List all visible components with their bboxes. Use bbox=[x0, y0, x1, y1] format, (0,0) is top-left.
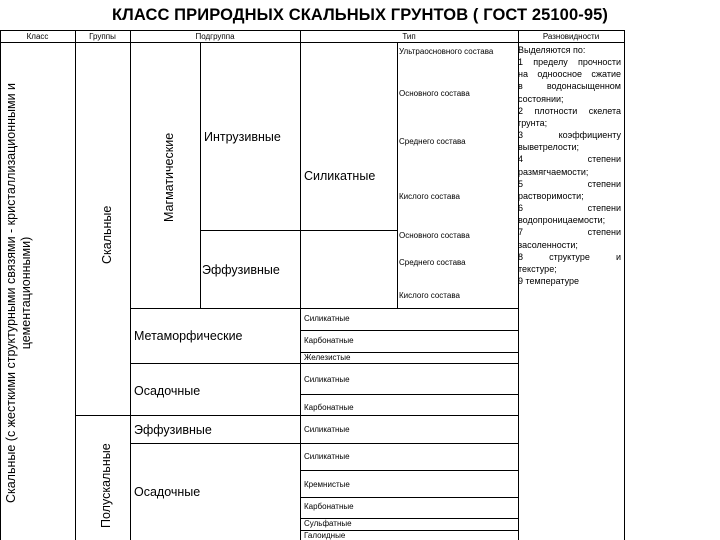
class-label-text: Скальные (с жесткими структурными связями - кристаллизационными и цементационными) bbox=[4, 82, 33, 504]
varieties-item: 9 температуре bbox=[518, 275, 580, 286]
type-met-carbonate: Карбонатные bbox=[304, 336, 354, 345]
subgroup-semi-sedimentary: Осадочные bbox=[134, 485, 201, 499]
type-medium: Среднего состава bbox=[399, 137, 466, 146]
varieties-item: состоянии; bbox=[518, 93, 564, 104]
header-type: Тип bbox=[402, 32, 416, 41]
varieties-item: текстуре; bbox=[518, 263, 557, 274]
silicate-label: Силикатные bbox=[304, 169, 376, 183]
type-semi-halide: Галоидные bbox=[304, 531, 346, 540]
type-sed-carbonate: Карбонатные bbox=[304, 403, 354, 412]
type-semi-siliceous: Кремнистые bbox=[304, 480, 350, 489]
varieties-item: 3 коэффициенту bbox=[518, 130, 621, 141]
type-eff-basic: Основного состава bbox=[399, 231, 470, 240]
type-met-ferrous: Железистые bbox=[304, 353, 351, 362]
type-sed-silicate: Силикатные bbox=[304, 375, 350, 384]
type-ultrabasic: Ультраосновного состава bbox=[399, 47, 494, 56]
type-basic: Основного состава bbox=[399, 89, 470, 98]
subgroup-effusive: Эффузивные bbox=[202, 263, 280, 277]
header-subgroup: Подгруппа bbox=[195, 32, 235, 41]
page-title: КЛАСС ПРИРОДНЫХ СКАЛЬНЫХ ГРУНТОВ ( ГОСТ 25100-95) bbox=[112, 6, 608, 24]
varieties-item: 5 степени bbox=[518, 178, 621, 189]
group-semi-rocky: Полускальные bbox=[99, 443, 113, 528]
varieties-item: водопроницаемости; bbox=[518, 215, 606, 226]
subgroup-semi-effusive: Эффузивные bbox=[134, 423, 212, 437]
subgroup-magmatic: Магматические bbox=[162, 132, 176, 222]
header-groups: Группы bbox=[89, 32, 116, 41]
type-met-silicate: Силикатные bbox=[304, 314, 350, 323]
header-class: Класс bbox=[26, 32, 49, 41]
varieties-item: Выделяются по: bbox=[518, 45, 586, 55]
varieties-item: грунта; bbox=[518, 117, 548, 128]
varieties-item: 1 пределу прочности bbox=[518, 57, 621, 68]
varieties-item: 6 степени bbox=[518, 203, 621, 214]
subgroup-metamorphic: Метаморфические bbox=[134, 329, 243, 343]
subgroup-sedimentary: Осадочные bbox=[134, 384, 201, 398]
type-acid: Кислого состава bbox=[399, 192, 460, 201]
varieties-item: 7 степени bbox=[518, 227, 621, 238]
type-semi-eff-silicate: Силикатные bbox=[304, 425, 350, 434]
type-eff-medium: Среднего состава bbox=[399, 258, 466, 267]
header-varieties: Разновидности bbox=[542, 32, 600, 41]
type-semi-sulfate: Сульфатные bbox=[304, 519, 352, 528]
subgroup-intrusive: Интрузивные bbox=[204, 130, 281, 144]
type-eff-acid: Кислого состава bbox=[399, 291, 460, 300]
varieties-item: 4 степени bbox=[518, 154, 621, 165]
type-semi-carbonate: Карбонатные bbox=[304, 502, 354, 511]
varieties-item: размягчаемости; bbox=[518, 166, 589, 177]
group-rocky: Скальные bbox=[100, 205, 114, 264]
type-semi-silicate: Силикатные bbox=[304, 452, 350, 461]
varieties-item: на одноосное сжатие bbox=[518, 69, 621, 80]
varieties-item: 8 структуре и bbox=[518, 251, 621, 262]
varieties-item: в водонасыщенном bbox=[518, 81, 621, 92]
varieties-item: выветрелости; bbox=[518, 142, 579, 153]
class-label bbox=[4, 58, 33, 528]
varieties-item: засоленности; bbox=[518, 239, 578, 250]
varieties-list bbox=[518, 44, 621, 287]
varieties-item: растворимости; bbox=[518, 190, 584, 201]
varieties-item: 2 плотности скелета bbox=[518, 105, 621, 116]
